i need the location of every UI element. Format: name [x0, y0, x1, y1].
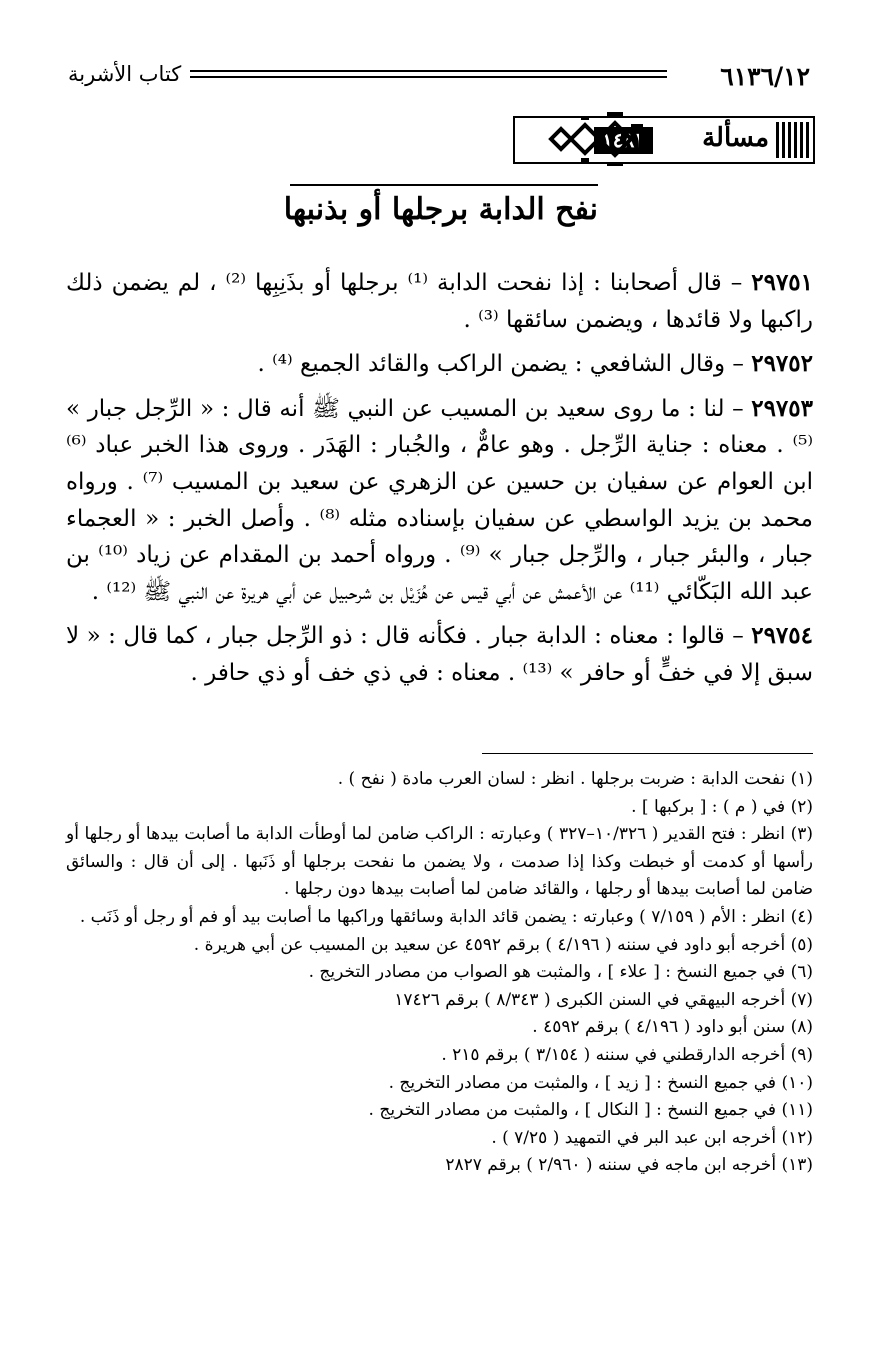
footnote-number: (٧) — [790, 989, 813, 1010]
footnote — [66, 1042, 813, 1070]
paragraph — [66, 618, 813, 691]
footnote-number: (٦) — [790, 962, 813, 983]
footnote-text: في جميع النسخ : [ علاء ] ، والمثبت هو الصواب من مصادر التخريج . — [308, 962, 786, 983]
issue-number-badge: ١٤٨١ — [594, 127, 653, 154]
footnote-number: (٢) — [790, 796, 813, 817]
footnote-text: أخرجه الدارقطني في سننه ( ٣/١٥٤ ) برقم ٢١٥ . — [441, 1044, 786, 1065]
footnote-text: في جميع النسخ : [ النكال ] ، والمثبت من مصادر التخريج . — [368, 1100, 777, 1121]
footnote-number: (١٠) — [781, 1072, 813, 1093]
paragraph-number: ٢٩٧٥٤ — [751, 622, 813, 650]
footnote-text: في ( م ) : [ بركبها ] . — [631, 796, 786, 817]
footnote-number: (٤) — [790, 906, 813, 927]
footnote-text: انظر : الأم ( ٧/١٥٩ ) وعبارته : يضمن قائد الدابة وسائقها وراكبها ما أصابت بيد أو فم أو رجل أو ذَنَب . — [79, 906, 786, 927]
footnote-separator — [482, 753, 813, 754]
paragraph-text: – قال أصحابنا : إذا نفحت الدابة ⁽¹⁾ برجلها أو بذَنِبِها ⁽²⁾ ، لم يضمن ذلك راكبها ولا قائدها ، ويضمن سائقها ⁽³⁾ . — [66, 270, 813, 333]
footnote — [66, 904, 813, 932]
paragraph-text: – وقال الشافعي : يضمن الراكب والقائد الجميع ⁽⁴⁾ . — [257, 351, 752, 378]
banner-label: مسألة — [702, 123, 769, 153]
paragraph — [66, 391, 813, 611]
footnote — [66, 1097, 813, 1125]
main-text — [66, 265, 813, 700]
footnote — [66, 932, 813, 960]
paragraph-number: ٢٩٧٥١ — [751, 269, 814, 296]
footnote-text: نفحت الدابة : ضربت برجلها . انظر : لسان العرب مادة ( نفح ) . — [337, 769, 786, 789]
footnote-number: (١) — [790, 769, 813, 789]
footnote-number: (٥) — [790, 934, 813, 955]
footnote — [66, 987, 813, 1015]
issue-title: نفح الدابة برجلها أو بذنبها — [283, 192, 598, 227]
header-rule — [190, 70, 667, 72]
footnote-number: (٣) — [790, 824, 813, 845]
header-rule-secondary — [190, 76, 667, 78]
footnotes — [66, 766, 813, 1180]
banner-ornament-icon — [545, 108, 645, 170]
footnote-text: انظر : فتح القدير ( ١٠/٣٢٦–٣٢٧ ) وعبارته : الراكب ضامن لما أوطأت الدابة ما أصابت بيدها أو رجلها أو رأسها أو كدمت أو خبطت وكذا إذا صدمت ، ولا يضمن ما نفحت برجلها أو ذَنَبها . إلى أن قال : والسائق ضامن لما أصابت بيدها أو رجلها ، والقائد ضامن لما أصابت بيدها دون رجلها . — [66, 824, 813, 900]
footnote-text: أخرجه ابن ماجه في سننه ( ٢/٩٦٠ ) برقم ٢٨٢٧ — [445, 1155, 777, 1176]
footnote-text: سنن أبو داود ( ٤/١٩٦ ) برقم ٤٥٩٢ . — [532, 1017, 786, 1038]
footnote-text: أخرجه أبو داود في سننه ( ٤/١٩٦ ) برقم ٤٥٩٢ عن سعيد بن المسيب عن أبي هريرة . — [193, 934, 786, 955]
footnote-text: أخرجه ابن عبد البر في التمهيد ( ٧/٢٥ ) . — [491, 1127, 777, 1148]
running-page-number: ٦١٣٦/١٢ — [720, 62, 810, 91]
footnote-text: أخرجه البيهقي في السنن الكبرى ( ٨/٣٤٣ ) برقم ١٧٤٢٦ — [394, 989, 786, 1010]
footnote — [66, 766, 813, 794]
footnote — [66, 1070, 813, 1098]
footnote-number: (٩) — [790, 1044, 813, 1065]
paragraph-number: ٢٩٧٥٢ — [751, 350, 813, 378]
footnote-text: في جميع النسخ : [ زيد ] ، والمثبت من مصادر التخريج . — [388, 1072, 777, 1093]
banner-bars-decoration — [776, 122, 810, 158]
footnote — [66, 821, 813, 904]
footnote — [66, 1014, 813, 1042]
title-rule — [290, 184, 598, 186]
footnote-number: (١٢) — [781, 1127, 813, 1148]
footnote-number: (١٣) — [781, 1155, 813, 1176]
footnote-number: (٨) — [790, 1017, 813, 1038]
footnote — [66, 1152, 813, 1180]
running-chapter-title: كتاب الأشربة — [68, 62, 182, 86]
footnote — [66, 1125, 813, 1153]
paragraph — [66, 346, 813, 383]
footnote — [66, 794, 813, 822]
footnote — [66, 959, 813, 987]
footnote-number: (١١) — [781, 1100, 813, 1121]
paragraph — [66, 265, 813, 338]
paragraph-text: – قالوا : معناه : الدابة جبار . فكأنه قال : ذو الرِّجل جبار ، كما قال : « لا سبق إلا في خفٍّ أو حافر » ⁽¹³⁾ . معناه : في ذي خف أو ذي حافر . — [66, 623, 813, 686]
paragraph-number: ٢٩٧٥٣ — [751, 394, 813, 422]
paragraph-text: – لنا : ما روى سعيد بن المسيب عن النبي ﷺ أنه قال : « الرِّجل جبار » ⁽⁵⁾ . معناه : جناية الرِّجل . وهو عامٌّ ، والجُبار : الهَدَر . وروى هذا الخبر عباد ⁽⁶⁾ ابن العوام عن سفيان بن حسين عن الزهري عن سعيد بن المسيب ⁽⁷⁾ . ورواه محمد بن يزيد الواسطي عن سفيان بإسناده مثله ⁽⁸⁾ . وأصل الخبر : « العجماء جبار ، والبئر جبار ، والرِّجل جبار » ⁽⁹⁾ . ورواه أحمد بن المقدام عن زياد ⁽¹⁰⁾ بن عبد الله البَكّائي ⁽¹¹⁾ عن الأعمش عن أبي قيس عن هُزَيْل بن شرحبيل عن أبي هريرة عن النبي ﷺ ⁽¹²⁾ . — [66, 395, 814, 605]
